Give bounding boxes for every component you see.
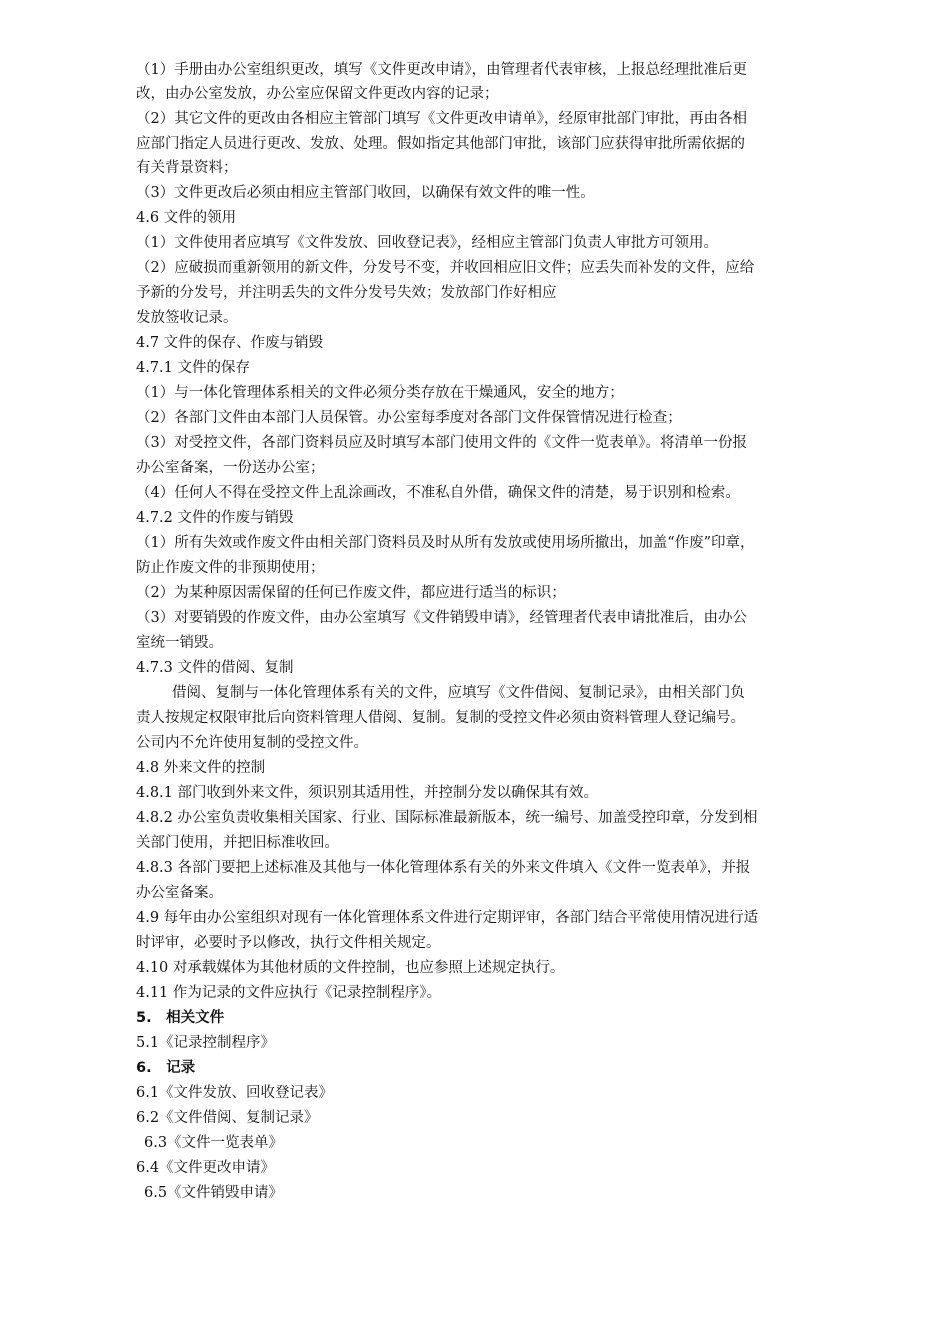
text-line: （3）文件更改后必须由相应主管部门收回，以确保有效文件的唯一性。 (136, 185, 595, 201)
subsection-heading: 4.7.3 文件的借阅、复制 (136, 660, 294, 676)
subsection-heading: 4.7.2 文件的作废与销毁 (136, 510, 294, 526)
text-line: 4.8.2 办公室负责收集相关国家、行业、国际标准最新版本，统一编号、加盖受控印章，分发到相 (136, 810, 758, 826)
text-line: （3）对要销毁的作废文件，由办公室填写《文件销毁申请》，经管理者代表申请批准后，由办公 (136, 610, 747, 626)
text-line: 借阅、复制与一体化管理体系有关的文件，应填写《文件借阅、复制记录》，由相关部门负 (172, 685, 745, 701)
text-line: 4.9 每年由办公室组织对现有一体化管理体系文件进行定期评审，各部门结合平常使用情况进行适 (136, 910, 759, 926)
text-line: （2）应破损而重新领用的新文件，分发号不变，并收回相应旧文件；应丢失而补发的文件，应给 (136, 260, 755, 276)
text-line: （1）文件使用者应填写《文件发放、回收登记表》，经相应主管部门负责人审批方可领用。 (136, 235, 718, 251)
text-line: 发放签收记录。 (136, 310, 238, 326)
text-line: 时评审，必要时予以修改，执行文件相关规定。 (136, 935, 441, 951)
text-line: 6.3《文件一览表单》 (144, 1135, 284, 1151)
text-line: 4.8.1 部门收到外来文件，须识别其适用性，并控制分发以确保其有效。 (136, 785, 599, 801)
text-line: 6.5《文件销毁申请》 (144, 1185, 284, 1201)
text-line: 责人按规定权限审批后向资料管理人借阅、复制。复制的受控文件必须由资料管理人登记编号。 (136, 710, 745, 726)
section-heading: 4.6 文件的领用 (136, 210, 237, 226)
text-line: 4.11 作为记录的文件应执行《记录控制程序》。 (136, 985, 442, 1001)
text-line: （2）其它文件的更改由各相应主管部门填写《文件更改申请单》，经原审批部门审批，再由各相 (136, 111, 747, 127)
text-line: 室统一销毁。 (136, 635, 223, 651)
section-heading: 4.8 外来文件的控制 (136, 760, 266, 776)
text-line: 应部门指定人员进行更改、发放、处理。假如指定其他部门审批，该部门应获得审批所需依据的 (136, 136, 745, 152)
section-heading: 6. 记录 (136, 1060, 196, 1076)
text-line: （1）手册由办公室组织更改，填写《文件更改申请》，由管理者代表审核，上报总经理批准后更 (136, 62, 747, 78)
text-line: 4.8.3 各部门要把上述标准及其他与一体化管理体系有关的外来文件填入《文件一览表单》，并报 (136, 860, 751, 876)
subsection-heading: 4.7.1 文件的保存 (136, 360, 251, 376)
text-line: （3）对受控文件，各部门资料员应及时填写本部门使用文件的《文件一览表单》。将清单一份报 (136, 435, 747, 451)
text-line: 关部门使用，并把旧标准收回。 (136, 835, 339, 851)
text-line: 办公室备案。 (136, 885, 223, 901)
section-heading: 5. 相关文件 (136, 1010, 225, 1026)
text-line: （4）任何人不得在受控文件上乱涂画改，不准私自外借，确保文件的清楚，易于识别和检索。 (136, 485, 740, 501)
text-line: 改，由办公室发放，办公室应保留文件更改内容的记录； (136, 86, 499, 102)
text-line: 予新的分发号，并注明丢失的文件分发号失效；发放部门作好相应 (136, 285, 557, 301)
text-line: （1）与一体化管理体系相关的文件必须分类存放在干燥通风，安全的地方； (136, 385, 624, 401)
section-heading: 4.7 文件的保存、作废与销毁 (136, 335, 324, 351)
text-line: 防止作废文件的非预期使用； (136, 560, 325, 576)
text-line: 5.1《记录控制程序》 (136, 1035, 276, 1051)
text-line: 6.2《文件借阅、复制记录》 (136, 1110, 319, 1126)
text-line: 公司内不允许使用复制的受控文件。 (136, 735, 368, 751)
text-line: 有关背景资料； (136, 160, 238, 176)
text-line: （2）为某种原因需保留的任何已作废文件，都应进行适当的标识； (136, 585, 566, 601)
text-line: （2）各部门文件由本部门人员保管。办公室每季度对各部门文件保管情况进行检查； (136, 410, 682, 426)
text-line: 6.1《文件发放、回收登记表》 (136, 1085, 334, 1101)
text-line: （1）所有失效或作废文件由相关部门资料员及时从所有发放或使用场所撤出，加盖“作废”印章， (136, 535, 755, 551)
text-line: 6.4《文件更改申请》 (136, 1160, 276, 1176)
text-line: 4.10 对承载媒体为其他材质的文件控制，也应参照上述规定执行。 (136, 960, 565, 976)
text-line: 办公室备案，一份送办公室； (136, 460, 325, 476)
